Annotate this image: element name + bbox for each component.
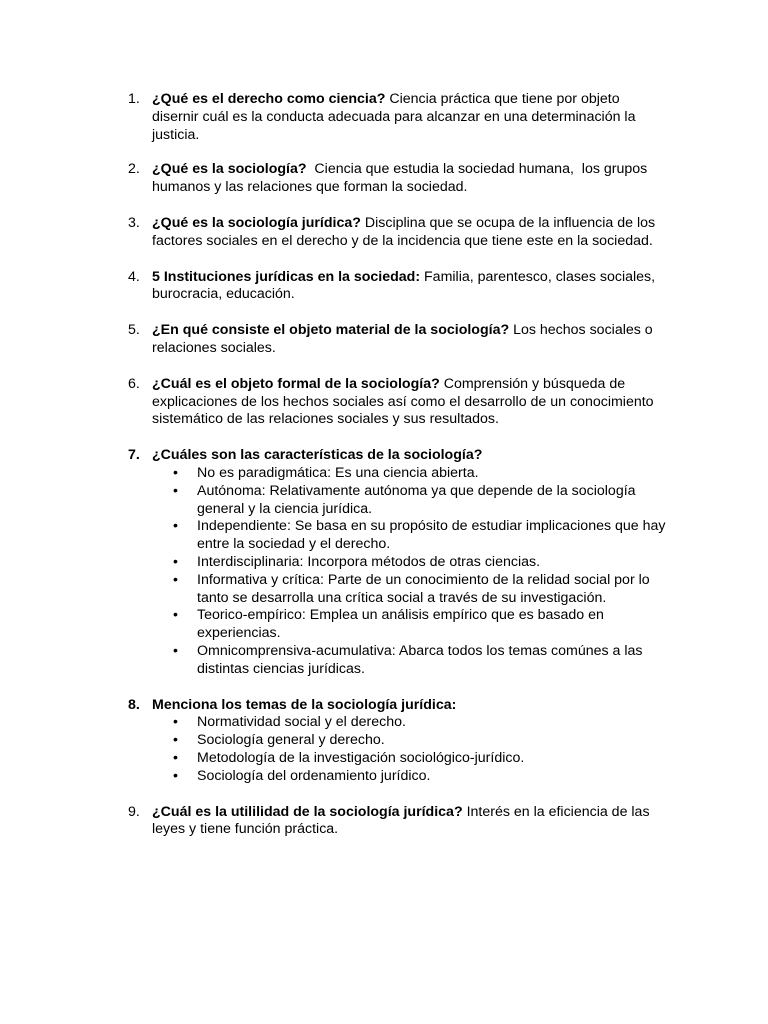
- bullet-text: Omnicomprensiva-acumulativa: Abarca todos los temas comúnes a las distintas ciencias jurídicas.: [197, 642, 643, 677]
- item-number: 7.: [128, 447, 140, 464]
- question-list: [128, 91, 668, 857]
- bullet-item: [173, 768, 668, 786]
- bullet-text: Interdisciplinaria: Incorpora métodos de otras ciencias.: [197, 553, 541, 570]
- bullet-text: Autónoma: Relativamente autónoma ya que depende de la sociología general y la ciencia jurídica.: [197, 482, 636, 517]
- bullet-list: [152, 465, 668, 679]
- bullet-text: Sociología del ordenamiento jurídico.: [197, 767, 431, 784]
- bullet-dot-icon: •: [173, 518, 178, 535]
- list-item-3: [128, 215, 668, 251]
- item-question: Menciona los temas de la sociología jurídica:: [152, 696, 457, 713]
- item-answer: Ciencia que estudia la sociedad humana, los grupos humanos y las relaciones que forman la sociedad.: [152, 161, 652, 196]
- list-item-8: [128, 697, 668, 786]
- bullet-dot-icon: •: [173, 732, 178, 749]
- bullet-dot-icon: •: [173, 464, 178, 481]
- list-item-6: [128, 376, 668, 429]
- bullet-text: Normatividad social y el derecho.: [197, 714, 406, 731]
- item-question: ¿Cuáles son las características de la sociología?: [152, 447, 483, 464]
- bullet-item: [173, 465, 668, 483]
- item-number: 4.: [128, 268, 140, 285]
- bullet-text: Sociología general y derecho.: [197, 732, 385, 749]
- item-answer: Familia, parentesco, clases sociales, burocracia, educación.: [152, 268, 656, 303]
- list-item-1: [128, 91, 668, 144]
- bullet-dot-icon: •: [173, 767, 178, 784]
- bullet-item: [173, 750, 668, 768]
- item-question: 5 Instituciones jurídicas en la sociedad:: [152, 268, 421, 285]
- bullet-dot-icon: •: [173, 553, 178, 570]
- bullet-dot-icon: •: [173, 749, 178, 766]
- list-item-2: [128, 161, 668, 197]
- item-number: 3.: [128, 214, 140, 231]
- bullet-item: [173, 643, 668, 679]
- bullet-dot-icon: •: [173, 607, 178, 624]
- list-item-9: [128, 804, 668, 840]
- bullet-item: [173, 572, 668, 608]
- bullet-item: [173, 483, 668, 519]
- item-answer: Comprensión y búsqueda de explicaciones de los hechos sociales así como el desarrollo de un conocimiento sistemático de las relaciones sociales y sus resultados.: [152, 375, 654, 428]
- bullet-item: [173, 518, 668, 554]
- item-number: 9.: [128, 803, 140, 820]
- item-number: 1.: [128, 91, 140, 107]
- item-answer: Interés en la eficiencia de las leyes y tiene función práctica.: [152, 803, 650, 838]
- list-item-4: [128, 269, 668, 305]
- item-answer: Ciencia práctica que tiene por objeto disernir cuál es la conducta adecuada para alcanzar en una determinación la justicia.: [152, 91, 636, 143]
- bullet-dot-icon: •: [173, 642, 178, 659]
- item-question: ¿Qué es la sociología jurídica?: [152, 214, 361, 231]
- bullet-text: Metodología de la investigación sociológico-jurídico.: [197, 749, 525, 766]
- item-question: ¿Qué es el derecho como ciencia?: [152, 91, 386, 107]
- bullet-item: [173, 607, 668, 643]
- bullet-text: No es paradigmática: Es una ciencia abierta.: [197, 464, 479, 481]
- list-item-5: [128, 322, 668, 358]
- bullet-item: [173, 732, 668, 750]
- item-answer: Disciplina que se ocupa de la influencia de los factores sociales en el derecho y de la incidencia que tiene este en la sociedad.: [152, 214, 656, 249]
- item-number: 6.: [128, 375, 140, 392]
- bullet-list: [152, 714, 668, 785]
- bullet-text: Informativa y crítica: Parte de un conocimiento de la relidad social por lo tanto se desarrolla una crítica social a través de su investigación.: [197, 571, 650, 606]
- item-number: 2.: [128, 161, 140, 178]
- bullet-text: Teorico-empírico: Emplea un análisis empírico que es basado en experiencias.: [197, 607, 604, 642]
- bullet-dot-icon: •: [173, 482, 178, 499]
- item-question: ¿Qué es la sociología?: [152, 161, 307, 178]
- item-answer: Los hechos sociales o relaciones sociales.: [152, 322, 653, 356]
- bullet-dot-icon: •: [173, 571, 178, 588]
- item-question: ¿Cuál es la utililidad de la sociología jurídica?: [152, 803, 463, 820]
- list-item-7: [128, 447, 668, 678]
- bullet-item: [173, 554, 668, 572]
- item-question: ¿Cuál es el objeto formal de la sociología?: [152, 375, 440, 392]
- bullet-dot-icon: •: [173, 714, 178, 731]
- item-question: ¿En qué consiste el objeto material de la sociología?: [152, 322, 510, 339]
- item-number: 8.: [128, 696, 140, 713]
- item-number: 5.: [128, 322, 140, 339]
- bullet-text: Independiente: Se basa en su propósito de estudiar implicaciones que hay entre la sociedad y el derecho.: [197, 518, 666, 553]
- bullet-item: [173, 714, 668, 732]
